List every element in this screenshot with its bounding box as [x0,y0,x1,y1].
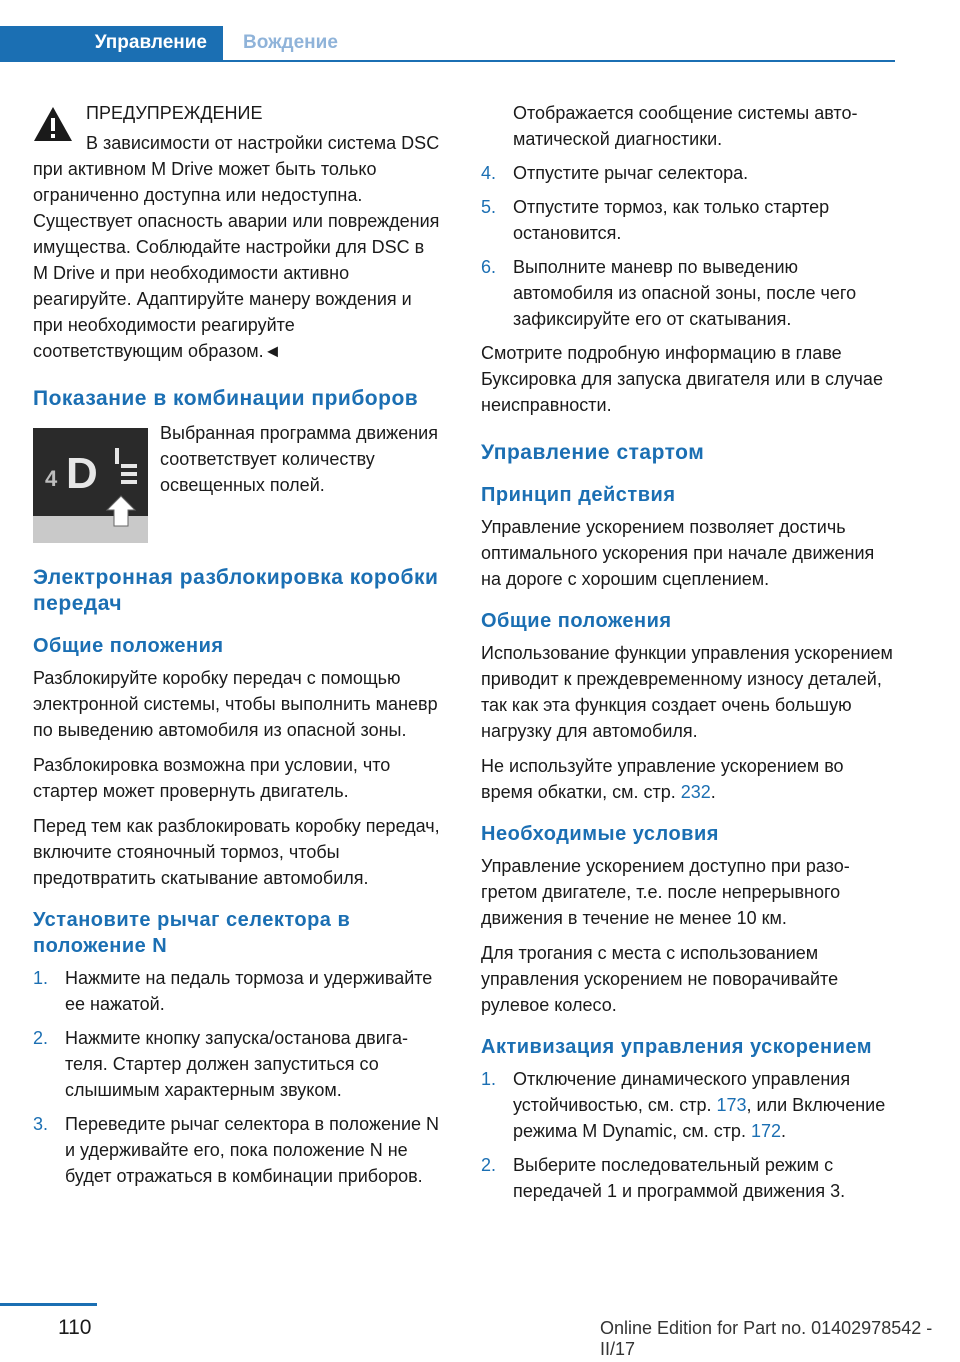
unlock-heading: Электронная разблокировка коробки передач [33,566,439,615]
warning-title: ПРЕДУПРЕЖДЕНИЕ [86,103,263,123]
page-link-172[interactable]: 172 [750,1121,781,1141]
list-item: 2. Нажмите кнопку запуска/останова двигателя. Стартер должен запуститься со слышимым характерным звуком. [33,1028,408,1100]
principle-text: Управление ускорением позволяет достичь оптимального ускорения при начале движения на дороге с хорошим сцеплением. [481,517,875,589]
right-column [481,100,896,1212]
see-more-text: Смотрите подробную информацию в главе Буксировка для запуска двигателя или в случае неисправности. [481,343,883,415]
list-item: 6. Выполните маневр по выведению автомобиля из опасной зоны, после чего зафиксируйте его от скатывания. [481,257,857,329]
neutral-steps-list [33,965,443,1189]
neutral-heading: Установите рычаг селектора в положение N [33,909,351,957]
general-paragraph-2: Разблокировка возможна при условии, что стартер может провернуть двигатель. [33,755,391,801]
page-number: 110 [58,1316,92,1339]
list-item: 5. Отпустите тормоз, как только стартер остановится. [481,197,830,243]
footer-divider [0,1303,97,1306]
launch-general-paragraph-1: Использование функции управления ускорением приводит к преждевременному износу деталей, так как эта функция создает очень большую нагрузку для автомобиля. [481,643,893,741]
conditions-heading: Необходимые условия [481,823,719,845]
list-item: 1. Нажмите на педаль тормоза и удерживайте ее нажатой. [33,968,433,1014]
conditions-paragraph-2: Для трогания с места с использованием управления ускорением не поворачивайте рулевое колесо. [481,943,839,1015]
page-link-232[interactable]: 232 [680,782,711,802]
conditions-paragraph-1: Управление ускорением доступно при разогретом двигателе, т.е. после непрерывного движения в течение не менее 10 км. [481,856,850,928]
activation-heading: Активизация управления ускорением [481,1036,873,1058]
cluster-gear-number: 4 [45,466,58,491]
page-header [0,0,895,62]
cluster-block [33,420,443,543]
cluster-mode-letter: D [66,449,98,498]
edition-text: Online Edition for Part no. 01402978542 - II/17 [600,1318,933,1359]
general-heading-right: Общие положения [481,610,672,632]
header-divider [0,60,895,62]
principle-heading: Принцип действия [481,484,676,506]
page-link-173[interactable]: 173 [716,1095,747,1115]
general-heading-left: Общие положения [33,635,224,657]
general-paragraph-3: Перед тем как разблокировать коробку передач, включите стояночный тормоз, чтобы предотвратить скатывание автомобиля. [33,816,440,888]
cluster-heading: Показание в комбинации приборов [33,387,419,410]
warning-block [33,100,443,364]
tab-driving[interactable]: Вождение [243,32,338,53]
launch-control-heading: Управление стартом [481,441,705,464]
list-item: 2. Выберите последовательный режим с передачей 1 и программой движения 3. [481,1155,846,1201]
list-item: 4. Отпустите рычаг селектора. [481,163,749,183]
neutral-steps-list-cont [481,160,896,332]
tab-control[interactable]: Управление [0,26,223,60]
list-item: 3. Переведите рычаг селектора в положение N и удерживайте его, пока положение N не будет отражаться в комбинации приборов. [33,1114,440,1186]
general-paragraph-1: Разблокируйте коробку передач с помощью электронной системы, чтобы выполнить маневр по выведению автомобиля из опасной зоны. [33,668,438,740]
launch-general-paragraph-2: Не используйте управление ускорением во время обкатки, см. стр. 232. [481,756,844,802]
activation-steps-list [481,1066,896,1204]
left-column [33,100,443,1197]
warning-text: В зависимости от настройки система DSC при активном M Drive может быть только ограниченно доступна или недоступна. Существует опасность аварии или повреждения имущества. Соблюдайте настройки для DSC в M Drive и при необходимости активно реагируйте. Адаптируйте манеру вождения и при необходимости реагируйте соответствующим образом.◄ [33,133,440,361]
cluster-text: Выбранная программа движения соответствует количеству освещенных полей. [160,423,438,495]
step-3-continuation: Отображается сообщение системы автоматической диагностики. [513,103,858,149]
instrument-cluster-image [33,428,148,543]
list-item: 1. Отключение динамического управления устойчивостью, см. стр. 173, или Включение режима M Dynamic, см. стр. 172. [481,1069,886,1141]
warning-triangle-icon [33,106,73,142]
